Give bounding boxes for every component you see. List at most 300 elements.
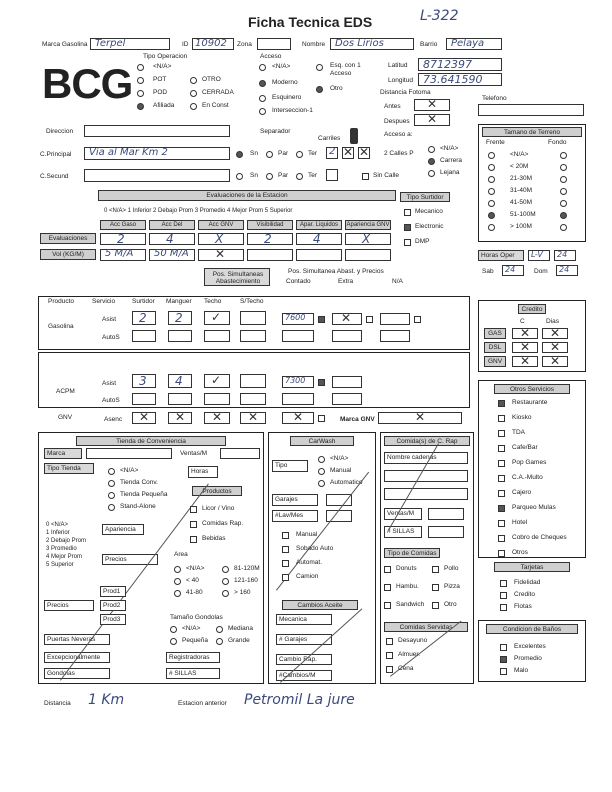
horas-lv-value[interactable]: 24 [554,250,576,261]
tipo-tienda-label: Tipo Tienda [44,463,94,474]
tipo-otro-radio[interactable] [190,77,197,84]
gas-price-check[interactable] [318,316,325,323]
tipo-surtidor-title: Tipo Surtidor [400,192,450,202]
frente-radio[interactable] [488,200,495,207]
tamano-grande-label: Grande [228,637,250,644]
tienda-marca-field[interactable] [86,448,172,459]
condicion-check[interactable] [500,656,507,663]
acceso-a-na-radio[interactable] [428,146,435,153]
dom-field[interactable]: 24 [556,265,578,276]
otros-servicio-check[interactable] [498,460,505,467]
fondo-radio[interactable] [560,224,567,231]
carwash-auto-radio[interactable] [318,480,325,487]
eval-value-field[interactable] [100,233,146,245]
otros-servicio-label: Cafe/Bar [512,444,538,451]
acpm-extra-field[interactable] [332,376,362,388]
comidas-servidas-title: Comidas Servidas [384,622,468,632]
comida-sillas-value[interactable] [428,526,464,538]
horas-lv-field[interactable]: L-V [528,250,550,261]
gas-stecho-field[interactable] [240,311,266,325]
distancia-value: 1 Km [88,692,125,708]
ngarajes-field[interactable]: # Garajes [276,634,332,645]
credito-dias-field[interactable] [542,328,568,339]
eval-value: 4 [313,232,321,246]
cp-sn-radio[interactable] [236,151,243,158]
acpm-stecho-field[interactable] [240,374,266,388]
comida-tipo-label: Sandwich [396,601,425,608]
gas-auto-manguer[interactable] [168,330,192,342]
area-label: 121-160 [234,577,258,584]
estacion-anterior-value: Petromil La jure [244,692,355,708]
area-radio[interactable] [174,578,181,585]
eval-value: 2 [117,232,125,246]
eval-value-field[interactable] [247,233,293,245]
tipo-afiliada-radio[interactable] [137,103,144,110]
cs-par-radio[interactable] [266,173,273,180]
despues-field[interactable]: ✕ [414,114,450,126]
otros-servicios-section [478,380,586,558]
vol-row-label: Vol (KG/M) [40,249,96,260]
vol-value-field[interactable] [345,249,391,261]
gnv-label: GNV [58,414,73,421]
carwash-na-radio[interactable] [318,456,325,463]
otros-servicio-label: TDA [512,429,525,436]
product-col-header: Techo [204,298,222,305]
credito-c-field[interactable] [512,356,538,367]
tienda-title: Tienda de Conveniencia [76,436,226,446]
otros-servicio-label: Restaurante [512,399,548,406]
cs-par-label: Par [278,172,289,179]
vol-value-field[interactable] [247,249,293,261]
gnv-asenc-label: Asenc [104,416,123,423]
acpm-auto-techo[interactable] [204,393,230,405]
gas-auto-techo[interactable] [204,330,230,342]
excepcionales-field[interactable]: Excepcionalmente [44,652,110,663]
registradoras-field[interactable]: Registradoras [166,652,220,663]
acceso-otro-radio[interactable] [316,86,323,93]
fondo-radio[interactable] [560,152,567,159]
prod-label: Prod3 [103,616,121,623]
eval-value: 2 [264,232,272,246]
dom-label: Dom [534,268,548,275]
precios-field[interactable]: Precios [102,554,158,565]
tipo-otro-label: OTRO [202,76,221,83]
eval-value-field[interactable] [296,233,342,245]
comida-tipo-label: Pollo [444,565,459,572]
comida-servida-check[interactable] [386,666,393,673]
eval-value: 4 [166,232,174,246]
area-label: 41-80 [186,589,203,596]
condicion-label: Malo [514,667,529,674]
gnv-check[interactable] [318,415,325,422]
area-radio[interactable] [222,578,229,585]
terreno-row-label: < 20M [510,163,529,170]
otros-servicio-label: Pop Games [512,459,547,466]
comida-tipo-check[interactable] [432,584,439,591]
cp-par-label: Par [278,150,289,157]
electronic-check[interactable] [404,224,411,231]
eval-col-header: Acc GNV [198,220,244,230]
tienda-producto-check[interactable] [190,506,197,513]
gas-price-field[interactable]: 7600 [282,313,314,325]
tarjeta-check[interactable] [500,580,507,587]
marca-gnv-field[interactable]: ✕ [378,412,462,424]
gnv-techo[interactable]: ✕ [204,412,230,424]
cambios-m-field[interactable]: #Cambios/M [276,670,332,681]
sin-calle-check[interactable] [362,173,369,180]
carwash-item-check[interactable] [282,532,289,539]
puertas-field[interactable]: Puertas Neveras [44,634,110,645]
comida-blank-2[interactable] [384,488,468,500]
terreno-row-label: > 100M [510,223,532,230]
product-col-header: Surtidor [132,298,155,305]
acpm-auto-extra[interactable] [332,393,362,405]
acpm-price-field[interactable]: 7300 [282,376,314,388]
otros-servicio-label: Parqueo Mulas [512,504,556,511]
comida-servida-check[interactable] [386,652,393,659]
tipo-pot-radio[interactable] [137,77,144,84]
carwash-item-check[interactable] [282,560,289,567]
vol-value: 50 M/A [154,248,189,259]
frente-radio[interactable] [488,164,495,171]
evaluaciones-scale: 0 <N/A> 1 Inferior 2 Debajo Prom 3 Promedio 4 Mejor Prom 5 Superior [104,208,293,214]
credito-dias-field[interactable] [542,342,568,353]
credito-c-field[interactable] [512,328,538,339]
otros-servicio-check[interactable] [498,505,505,512]
carwash-item-check[interactable] [282,546,289,553]
credito-x-mark: ✕ [520,326,531,340]
tamano-grande-radio[interactable] [216,638,223,645]
vol-value: 5 M/A [105,248,134,259]
gnv-stecho[interactable]: ✕ [240,412,266,424]
prod-field[interactable] [100,614,126,625]
acceso-a-lejana-label: Lejana [440,169,460,176]
estacion-anterior-label: Estacion anterior [178,700,227,707]
area-label: > 160 [234,589,251,596]
gas-techo-field[interactable]: ✓ [204,311,230,325]
acpm-auto-stecho[interactable] [240,393,266,405]
acpm-auto-label: AutoS [102,397,120,404]
tienda-horas-field[interactable]: Horas [188,466,218,478]
mecanica-field[interactable]: Mecanica [276,614,332,625]
fondo-radio[interactable] [560,188,567,195]
tipo-tienda-radio[interactable] [108,480,115,487]
telefono-field[interactable] [478,104,584,116]
tarjeta-check[interactable] [500,604,507,611]
carwash-item-label: Manual [296,531,318,538]
product-col-header: Manguer [166,298,192,305]
gas-auto-price[interactable] [282,330,314,342]
area-radio[interactable] [222,566,229,573]
tipo-enconst-radio[interactable] [190,103,197,110]
longitud-field[interactable]: 73.641590 [418,73,502,86]
otros-servicio-label: Otros [512,549,528,556]
comida-ventas-value[interactable] [428,508,464,520]
evaluaciones-row-label: Evaluaciones [40,233,96,244]
comida-tipo-check[interactable] [384,584,391,591]
otros-servicio-check[interactable] [498,415,505,422]
tamano-mediana-label: Mediana [228,625,253,632]
carwash-tipo-field[interactable]: Tipo [272,460,308,472]
tienda-escala-item: 2 Debajo Prom [46,538,87,544]
tipo-pot-label: POT [153,76,167,83]
area-radio[interactable] [222,590,229,597]
tipo-tienda-radio[interactable] [108,468,115,475]
vol-value-field[interactable] [149,249,195,261]
gas-auto-surtidor[interactable] [132,330,156,342]
cs-ter-label: Ter [308,172,318,179]
terreno-row-label: 21-30M [510,175,533,182]
gondolas-field[interactable]: Gondolas [44,668,110,679]
fondo-radio[interactable] [560,200,567,207]
comida-servida-label: Almuer. [398,651,421,658]
cambio-rap-field[interactable]: Cambio Rap. [276,654,332,665]
cp-par-radio[interactable] [266,151,273,158]
frente-radio[interactable] [488,212,495,219]
tienda-escala-item: 1 Inferior [46,530,70,536]
tipo-na-radio[interactable] [137,64,144,71]
fondo-radio[interactable] [560,212,567,219]
fondo-label: Fondo [548,139,567,146]
tienda-sillas-field[interactable]: # SILLAS [166,668,220,679]
tipo-na-label: <N/A> [153,63,172,70]
otros-servicio-check[interactable] [498,400,505,407]
tamano-na-radio[interactable] [170,626,177,633]
credito-x-mark: ✕ [550,340,561,354]
contado-label: Contado [286,278,311,285]
vol-value-field[interactable] [100,249,146,261]
distancia-label: Distancia [44,700,71,707]
marca-gnv-label: Marca GNV [340,416,375,423]
tienda-producto-label: Bebidas [202,535,226,542]
comida-tipo-check[interactable] [384,566,391,573]
condicion-check[interactable] [500,668,507,675]
acceso-a-lejana-radio[interactable] [428,170,435,177]
vol-value-field[interactable] [198,249,244,261]
otros-servicio-check[interactable] [498,445,505,452]
acceso-na-radio[interactable] [259,64,266,71]
acceso-a-carrera-radio[interactable] [428,158,435,165]
tipo-enconst-label: En Const [202,102,229,109]
tienda-precios2-field[interactable]: Precios [44,600,94,611]
carriles-field-2[interactable]: ✕ [343,145,354,159]
gnv-manguer[interactable]: ✕ [168,412,192,424]
tamano-mediana-radio[interactable] [216,626,223,633]
acpm-manguer-field[interactable]: 4 [168,374,192,388]
cs-ter-radio[interactable] [296,173,303,180]
acpm-techo-field[interactable]: ✓ [204,374,230,388]
acceso-esq-label: Esq. con 1 Acceso [330,62,361,77]
cp-ter-radio[interactable] [296,151,303,158]
comida-tipo-check[interactable] [432,566,439,573]
pos-simultaneas-header: Pos. Simultaneas Abastecimiento [204,268,270,286]
area-radio[interactable] [174,590,181,597]
gas-auto-stecho[interactable] [240,330,266,342]
area-label: 81-120M [234,565,260,572]
eval-value: X [215,232,224,246]
acpm-auto-surtidor[interactable] [132,393,156,405]
apariencia-field[interactable]: Apariencia [102,524,144,535]
tipo-pod-radio[interactable] [137,90,144,97]
garajes-field[interactable]: Garajes [272,494,318,506]
comida-ventas-field[interactable]: Ventas/M [384,508,422,520]
tipo-tienda-label: <N/A> [120,467,139,474]
gasolina-label: Gasolina [48,323,74,330]
id-field[interactable]: 10902 [192,38,234,50]
credito-x-mark: ✕ [520,354,531,368]
tipo-comidas-title: Tipo de Comidas [384,548,440,558]
tamano-pequena-label: Pequeña [182,637,209,644]
gnv-surtidor[interactable]: ✕ [132,412,156,424]
na-label: N/A [392,278,403,285]
area-label: < 40 [186,577,199,584]
cp-ter-label: Ter [308,150,318,157]
dmp-check[interactable] [404,239,411,246]
tipo-cerrada-radio[interactable] [190,90,197,97]
carriles-field-3[interactable]: ✕ [359,145,370,159]
page-title: Ficha Tecnica EDS [248,14,373,30]
tienda-producto-check[interactable] [190,521,197,528]
gas-na-field[interactable] [380,313,410,325]
acceso-interseccion-radio[interactable] [259,108,266,115]
area-radio[interactable] [174,566,181,573]
prod-field[interactable] [100,586,126,597]
longitud-label: Longitud [388,77,413,84]
mecanico-label: Mecanico [415,208,443,215]
acpm-surtidor-field[interactable]: 3 [132,374,156,388]
credito-x-mark: ✕ [520,340,531,354]
gas-auto-na[interactable] [380,330,410,342]
credito-dias-label: Dias [546,318,560,325]
eval-col-header: Visibilidad [247,220,293,230]
frente-radio[interactable] [488,224,495,231]
tamano-na-label: <N/A> [182,625,201,632]
mecanico-check[interactable] [404,209,411,216]
tipo-tienda-radio[interactable] [108,492,115,499]
barrio-field[interactable]: Pelaya [446,38,502,50]
otros-servicio-check[interactable] [498,490,505,497]
gas-na-check[interactable] [414,316,421,323]
zona-field[interactable] [257,38,291,50]
otros-servicio-check[interactable] [498,430,505,437]
separador-label: Separador [260,128,291,135]
gnv-price[interactable]: ✕ [282,412,314,424]
gas-auto-extra[interactable] [332,330,362,342]
pos-abast-label: Pos. Simultanea Abast. y Precios [288,268,384,275]
cs-carriles-field[interactable] [326,169,338,181]
eval-value-field[interactable] [345,233,391,245]
tipo-tienda-radio[interactable] [108,504,115,511]
otros-servicio-label: Cajero [512,489,532,496]
otros-servicio-check[interactable] [498,475,505,482]
gas-extra-check[interactable] [366,316,373,323]
carriles-field-1[interactable]: 2 [326,147,338,159]
antes-field[interactable]: ✕ [414,99,450,111]
tarjeta-label: Fidelidad [514,579,541,586]
frente-radio[interactable] [488,176,495,183]
direccion-field[interactable] [84,125,230,137]
acceso-esquinero-label: Esquinero [272,94,302,101]
vol-value-field[interactable] [296,249,342,261]
acceso-a-title: Acceso a: [384,131,413,138]
cprincipal-field[interactable]: Via al Mar Km 2 [84,147,230,160]
otros-servicio-check[interactable] [498,520,505,527]
sab-label: Sab [482,268,494,275]
acceso-esquinero-radio[interactable] [259,95,266,102]
condicion-check[interactable] [500,644,507,651]
tipo-tienda-label: Tienda Pequeña [120,491,168,498]
acpm-auto-manguer[interactable] [168,393,192,405]
acceso-title: Acceso [260,53,282,60]
eval-col-header: Apar. Liquidos [296,220,342,230]
terreno-row-label: 31-40M [510,187,533,194]
cambios-aceite-title: Cambios Aceite [282,600,358,610]
tienda-producto-check[interactable] [190,536,197,543]
nombre-cadenas-field[interactable]: Nombre cadenas [384,452,468,464]
eval-value-field[interactable] [198,233,244,245]
cs-sn-radio[interactable] [236,173,243,180]
acpm-auto-price[interactable] [282,393,314,405]
credito-dias-field[interactable] [542,356,568,367]
credito-row-label: GAS [484,328,506,339]
gas-manguer-field[interactable]: 2 [168,311,192,325]
fondo-radio[interactable] [560,176,567,183]
comida-sillas-field[interactable]: # SILLAS [384,526,422,538]
csecund-field[interactable] [84,169,230,182]
id-label: ID [182,41,189,48]
sab-field[interactable]: 24 [502,265,524,276]
bcg-logo: BCG [42,60,133,107]
credito-c-label: C [520,318,525,325]
nombre-field[interactable]: Dos Lirios [330,38,414,50]
tamano-pequena-radio[interactable] [170,638,177,645]
gas-extra-field[interactable]: ✕ [332,313,362,325]
tarjeta-check[interactable] [500,592,507,599]
terreno-row-label: 51-100M [510,211,536,218]
tipo-pod-label: POD [153,89,168,96]
marca-field[interactable]: Terpel [90,38,170,50]
frente-radio[interactable] [488,152,495,159]
acceso-esq-radio[interactable] [316,64,323,71]
carwash-manual-radio[interactable] [318,468,325,475]
tienda-ventas-label: Ventas/M [180,450,208,457]
extra-label: Extra [338,278,354,285]
tienda-escala-item: 0 <N/A> [46,522,69,528]
fondo-radio[interactable] [560,164,567,171]
tienda-ventas-field[interactable] [220,448,260,459]
acceso-a-carrera-label: Carrera [440,157,463,164]
latitud-field[interactable]: 8712397 [418,58,502,71]
lav-field[interactable]: #Lav/Mes [272,510,318,522]
acceso-moderno-radio[interactable] [259,80,266,87]
carwash-item-check[interactable] [282,574,289,581]
credito-c-field[interactable] [512,342,538,353]
comida-tipo-check[interactable] [432,602,439,609]
carwash-na-label: <N/A> [330,455,349,462]
carwash-item-label: Camion [296,573,319,580]
comida-tipo-check[interactable] [384,602,391,609]
otros-servicio-check[interactable] [498,535,505,542]
comida-blank-1[interactable] [384,470,468,482]
acpm-price-check[interactable] [318,379,325,386]
gas-surtidor-field[interactable]: 2 [132,311,156,325]
prod-field[interactable] [100,600,126,611]
eval-value-field[interactable] [149,233,195,245]
otros-servicio-check[interactable] [498,550,505,557]
comida-servida-check[interactable] [386,638,393,645]
frente-radio[interactable] [488,188,495,195]
acceso-interseccion-label: Interseccion-1 [272,107,313,114]
